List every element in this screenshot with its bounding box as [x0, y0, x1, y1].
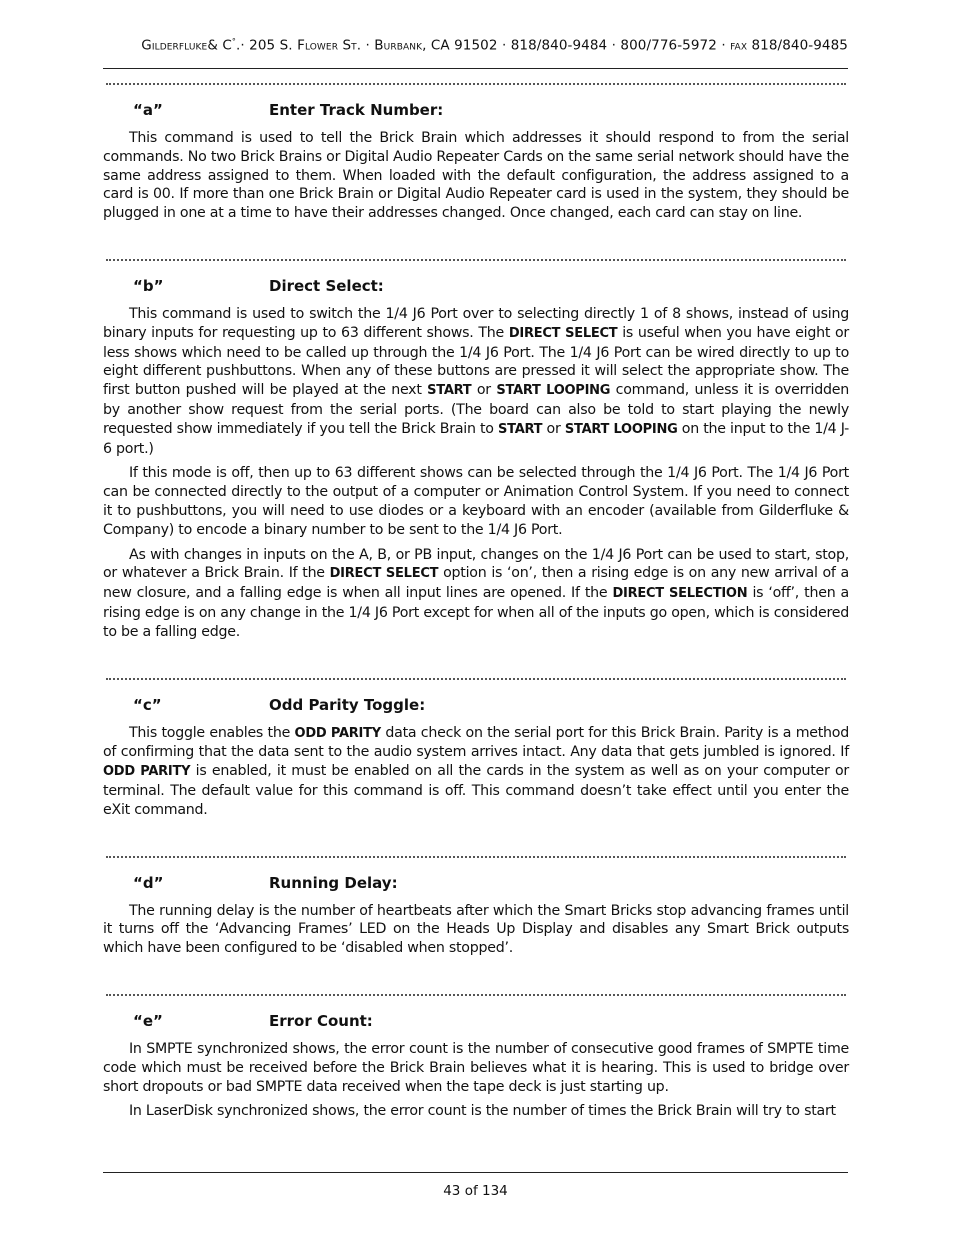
state-and-phones: CA 91502 · 818/840-9484 · 800/776-5972 · — [426, 37, 726, 54]
command-heading — [103, 277, 849, 297]
text-run: As with changes in inputs on the A, B, or PB input, changes on the 1/4 J6 Port can be used to start, stop, or whatever a Brick Brain. If the — [103, 546, 849, 582]
paragraph: In LaserDisk synchronized shows, the error count is the number of times the Brick Brain will try to start — [129, 1103, 836, 1120]
footer-rule — [103, 1172, 848, 1173]
command-key: “c” — [133, 695, 162, 714]
text-run: is ‘off’, then a rising edge is on any change in the 1/4 J6 Port except for when all of the inputs go open, which is considered to be a falling edge. — [103, 585, 849, 640]
text-run: data check on the serial port for this Brick Brain. Parity is a method of confirming that the data sent to the audio system arrives intact. Any data that gets jumbled is ignored. If — [103, 724, 849, 761]
command-heading — [103, 1012, 849, 1032]
page-content — [103, 83, 849, 1127]
section-divider — [106, 83, 846, 85]
company-name: Gilderfluke — [141, 37, 208, 54]
paragraph — [103, 546, 849, 642]
command-title: Running Delay: — [269, 873, 398, 892]
degree-mark: ° — [231, 37, 236, 46]
text-run: is useful when you have eight or less shows which need to be called up through the 1/4 J6 Port. The 1/4 J6 Port can be wired directly to up to eight different pushbuttons. When any of these buttons are pressed it will select the appropriate show. The first button pushed will be played at the next — [103, 324, 849, 399]
keyword-start-looping: START LOOPING — [496, 383, 611, 399]
command-title: Enter Track Number: — [269, 101, 444, 119]
keyword-direct-selection: DIRECT SELECTION — [612, 586, 748, 602]
text-run: or — [542, 420, 565, 437]
command-heading — [103, 874, 849, 894]
fax-label: fax — [725, 37, 748, 54]
section-divider — [106, 856, 846, 858]
command-key: “b” — [133, 276, 164, 295]
company-suffix: & C — [207, 37, 232, 54]
paragraph: If this mode is off, then up to 63 different shows can be selected through the 1/4 J6 Port. The 1/4 J6 Port can be connected directly to the output of a computer or Animation Control System. If you need to connect it to pushbuttons, you will need to use diodes or a keyboard with an encoder (available from Gilderfluke & Company) to encode a binary number to be sent to the 1/4 J6 Port. — [103, 465, 849, 538]
paragraph — [103, 724, 849, 820]
paragraph: This command is used to tell the Brick Brain which addresses it should respond to from the serial commands. No two Brick Brains or Digital Audio Repeater Cards on the same serial network should have the same address assigned to them. When loaded with the default configuration, the address assigned to a card is 00. If more than one Brick Brain or Digital Audio Repeater card is used in the system, they should be plugged in one at a time to have their addresses changed. Once changed, each card can stay on line. — [103, 130, 849, 222]
section-divider — [106, 994, 846, 996]
text-run: This toggle enables the — [129, 724, 295, 741]
page-header — [103, 37, 848, 54]
command-key: “a” — [133, 101, 163, 119]
keyword-start: START — [427, 383, 472, 399]
command-heading — [103, 696, 849, 716]
keyword-odd-parity: ODD PARITY — [103, 764, 191, 780]
section-divider — [106, 259, 846, 261]
paragraph: In SMPTE synchronized shows, the error count is the number of consecutive good frames of SMPTE time code which must be received before the Brick Brain believes what it is hearing. This is used to bridge over short dropouts or bad SMPTE data received when the tape deck is just starting up. — [103, 1040, 849, 1095]
text-run: or — [471, 382, 497, 399]
text-run: is enabled, it must be enabled on all the cards in the system as well as on your computer or terminal. The default value for this command is off. This command doesn’t take effect until you enter the eXit command. — [103, 763, 850, 818]
keyword-start-looping: START LOOPING — [564, 421, 678, 437]
command-key: “d” — [133, 873, 164, 892]
street-number: .· 205 S. — [235, 37, 293, 54]
text-run: command, unless it is overridden by another show request from the serial ports. (The board can also be told to start playing the newly requested show immediately if you tell the Brick Brain to — [103, 382, 849, 437]
fax-number: 818/840-9485 — [747, 37, 848, 54]
keyword-direct-select: DIRECT SELECT — [508, 325, 618, 341]
city-name: · Burbank, — [365, 37, 427, 54]
page-number: 43 of 134 — [443, 1183, 508, 1199]
street-name: Flower St. — [297, 37, 362, 54]
command-title: Direct Select: — [269, 276, 384, 295]
command-key: “e” — [133, 1011, 163, 1030]
header-rule — [103, 68, 848, 69]
paragraph: The running delay is the number of heartbeats after which the Smart Bricks stop advancing frames until it turns off the ‘Advancing Frames’ LED on the Heads Up Display and disables any Smart Brick outputs which have been configured to be ‘disabled when stopped’. — [103, 902, 849, 957]
text-run: option is ‘on’, then a rising edge is on any new arrival of a new closure, and a falling edge is when all input lines are opened. If the — [103, 565, 849, 602]
paragraph — [103, 305, 849, 458]
keyword-direct-select: DIRECT SELECT — [329, 566, 439, 582]
command-title: Error Count: — [269, 1011, 373, 1030]
keyword-start: START — [497, 421, 543, 437]
text-run: This command is used to switch the 1/4 J6 Port over to selecting directly 1 of 8 shows, instead of using binary inputs for requesting up to 63 different shows. The — [103, 305, 849, 341]
section-divider — [106, 678, 846, 680]
command-title: Odd Parity Toggle: — [269, 695, 426, 714]
keyword-odd-parity: ODD PARITY — [294, 725, 381, 741]
command-heading — [103, 101, 849, 121]
text-run: on the input to the 1/4 J-6 port.) — [103, 420, 849, 457]
